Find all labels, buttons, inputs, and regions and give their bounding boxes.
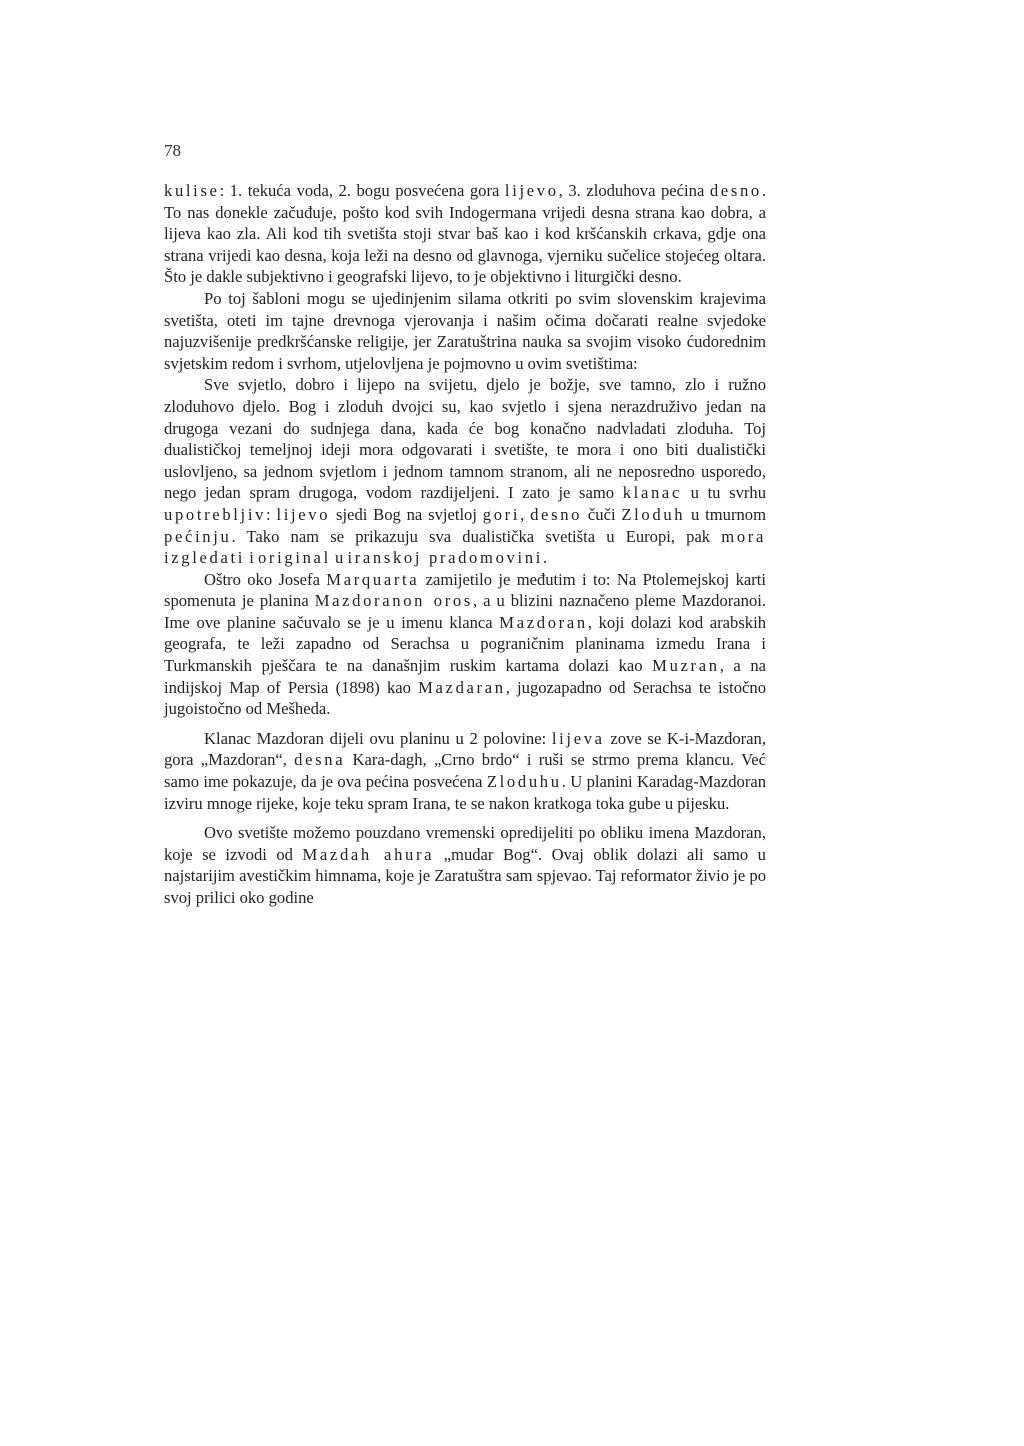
paragraph-5 (164, 728, 766, 814)
text-run: Po toj šabloni mogu se ujedinjenim silama otkriti po svim slovenskim krajevima svetišta, oteti im tajne drevnoga vjerovanja i našim očima dočarati realne svjedoke najuzvišenije predkršćanske religije, jer Zaratuštrina nauka sa svojim visoko ćudorednim svjetskim redom i svrhom, utjelovljena je pojmovno u ovim svetištima: (164, 288, 766, 373)
text-run: , a na indijskoj Map of Persia (1898) kao (164, 656, 766, 697)
emphasized-text-run: klanac (622, 483, 682, 503)
emphasized-text-run: Mazdoran (499, 612, 588, 632)
paragraph-6 (164, 822, 766, 908)
text-run: . Tako nam se prikazuju sva dualistička svetišta u Europi, pak (231, 526, 722, 546)
text-run: , a u blizini naznačeno pleme Mazdoranoi. Ime ove planine sačuvalo se je u imenu klanca (164, 591, 767, 632)
paragraph-3 (164, 374, 766, 568)
text-run: čuči (582, 504, 622, 524)
text-run: sjedi Bog na svjetloj (330, 504, 483, 524)
text-run: : (266, 504, 277, 524)
emphasized-text-run: lijevo (276, 504, 331, 524)
page-number: 78 (164, 141, 181, 160)
emphasized-text-run: Zloduh (621, 504, 686, 524)
text-run: zamijetilo je međutim i to: Na Ptolemejskoj karti spomenuta je planina (164, 569, 766, 611)
text-run: : 1. tekuća voda, 2. bogu posvećena gora (219, 181, 505, 200)
text-run: „mudar Bog“. Ovaj oblik dolazi ali samo u najstarijim avestičkim himnama, koje je Zaratuštra sam spjevao. Taj reformator živio je po svoj prilici oko godine (164, 844, 766, 907)
emphasized-text-run: Mazdoranon oros (314, 591, 473, 611)
emphasized-text-run: Marquarta (326, 569, 420, 589)
text-run: , 3. zloduhova pećina (558, 181, 710, 200)
text-run: zove se K-i-Mazdoran, gora „Mazdoran“, (164, 728, 766, 770)
emphasized-text-run: iranskoj pradomovini (347, 548, 543, 568)
text-run: i (245, 548, 258, 568)
emphasized-text-run: lijevo (504, 181, 559, 200)
text-run: Ovo svetište možemo pouzdano vremenski opredijeliti po obliku imena Mazdoran, koje se izvodi od (164, 823, 766, 864)
paragraph-1 (164, 180, 766, 288)
text-run: u tmurnom (685, 504, 767, 524)
emphasized-text-run: desna (294, 750, 346, 770)
text-run: u tu svrhu (681, 483, 766, 503)
text-run: . To nas donekle začuđuje, pošto kod svih Indogermana vrijedi desna strana kao dobra, a lijeva kao zla. Ali kod tih svetišta stoji stvar baš kao i kod kršćanskih crkava, gdje ona strana vrijedi kao desna, koja leži na desno od glavnoga, vjerniku sučelice stojećeg oltara. Što je dakle subjektivno i geografski lijevo, to je objektivno i liturgički desno. (164, 181, 767, 287)
text-run: u (330, 548, 348, 568)
text-run: Kara-dagh, „Crno brdo“ i ruši se strmo prema klancu. Već samo ime pokazuje, da je ova pećina posvećena (164, 750, 766, 792)
emphasized-text-run: lijeva (551, 728, 605, 748)
text-run: Sve svjetlo, dobro i lijepo na svijetu, djelo je božje, sve tamno, zlo i ružno zloduhovo djelo. Bog i zloduh dvojci su, kao svjetlo i sjena nerazdruživo jedan na drugoga vezani do sudnjega dana, kada će bog konačno nadvladati zloduha. Toj dualističkoj temeljnoj ideji mora odgovarati i svetište, te mora i ono biti dualistički uslovljeno, sa jednom svjetlom i jednom tamnom stranom, ali ne neposredno usporedo, nego jedan spram drugoga, vodom razdijeljeni. I zato je samo (164, 375, 766, 503)
emphasized-text-run: Mazdaran (418, 677, 506, 697)
emphasized-text-run: gori (482, 504, 521, 524)
emphasized-text-run: mora izgledati (164, 526, 766, 568)
emphasized-text-run: original (257, 548, 331, 568)
text-run: , jugozapadno od Serachsa te istočno jugoistočno od Mešheda. (164, 677, 766, 719)
emphasized-text-run: desno (530, 504, 583, 524)
text-run: . (542, 548, 548, 568)
text-run: Oštro oko Josefa (204, 569, 327, 589)
emphasized-text-run: Mazdah ahura (302, 844, 435, 864)
text-run: , (520, 504, 531, 524)
paragraph-2 (164, 288, 766, 374)
emphasized-text-run: Muzran (652, 656, 720, 676)
text-run: . U planini Karadag-Mazdoran izviru mnoge rijeke, koje teku spram Irana, te se nakon kratkoga toka gube u pijesku. (164, 772, 767, 813)
emphasized-text-run: kulise (164, 181, 220, 200)
emphasized-text-run: pećinju (164, 526, 232, 546)
paragraph-4 (164, 569, 766, 720)
emphasized-text-run: desno (709, 181, 762, 200)
text-run: , koji dolazi kod arabskih geografa, te leži zapadno od Serachsa u pograničnim planinama izmedu Irana i Turkmanskih pješčara te na današnjim ruskim kartama dolazi kao (164, 612, 766, 676)
emphasized-text-run: Zloduhu (486, 772, 562, 792)
body-text (164, 180, 766, 909)
text-run: Klanac Mazdoran dijeli ovu planinu u 2 polovine: (204, 728, 552, 748)
emphasized-text-run: upotrebljiv (164, 504, 267, 524)
